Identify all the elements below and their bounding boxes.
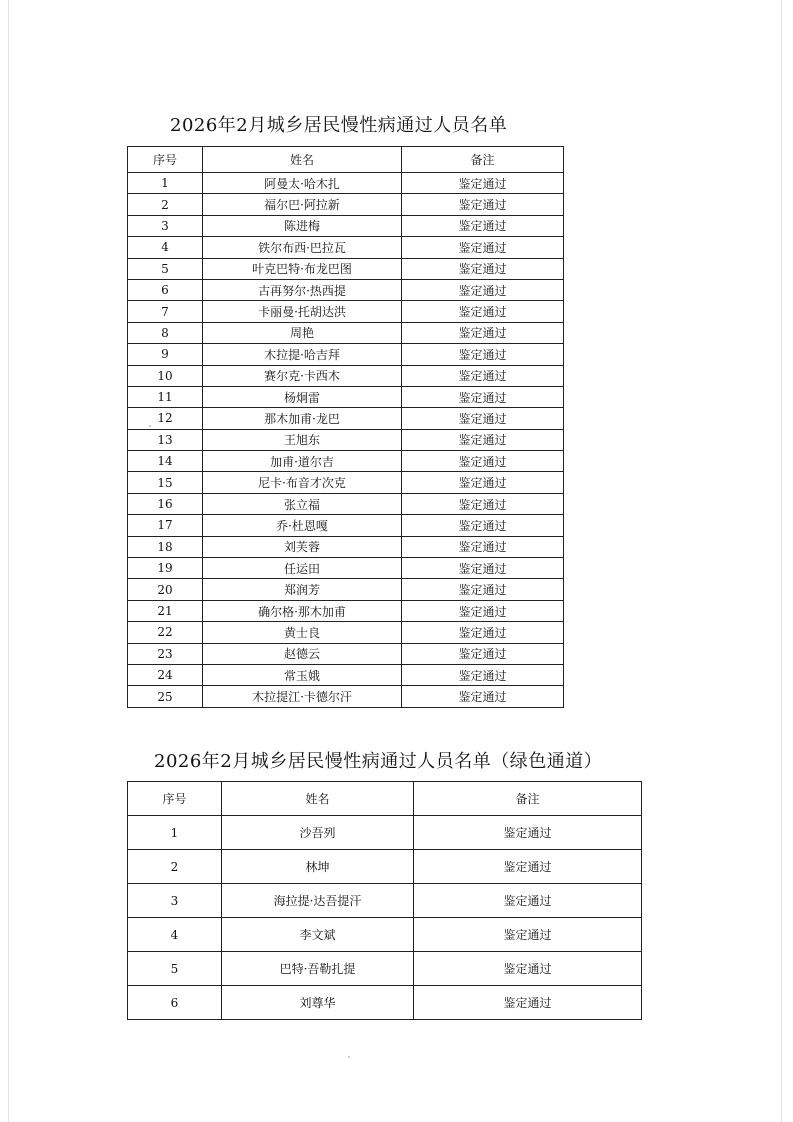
table-row (128, 816, 642, 850)
name-cell: 常玉娥 (203, 664, 402, 685)
name-cell: 海拉提·达吾提汗 (222, 884, 414, 918)
remark-cell: 鉴定通过 (414, 918, 642, 952)
scan-speck (348, 1056, 350, 1058)
remark-cell: 鉴定通过 (402, 600, 564, 621)
table-row (128, 493, 564, 514)
table-row (128, 258, 564, 279)
remark-cell: 鉴定通过 (402, 558, 564, 579)
seq-cell: 8 (128, 322, 203, 343)
seq-cell: 21 (128, 600, 203, 621)
table-row (128, 173, 564, 194)
remark-cell: 鉴定通过 (414, 986, 642, 1020)
name-cell: 陈进梅 (203, 215, 402, 236)
remark-cell: 鉴定通过 (402, 173, 564, 194)
table-row (128, 622, 564, 643)
table-row (128, 579, 564, 600)
seq-cell: 24 (128, 664, 203, 685)
seq-cell: 15 (128, 472, 203, 493)
table2-header-name: 姓名 (222, 782, 414, 816)
remark-cell: 鉴定通过 (402, 258, 564, 279)
name-cell: 赵德云 (203, 643, 402, 664)
table2-header-remark: 备注 (414, 782, 642, 816)
table-row (128, 322, 564, 343)
remark-cell: 鉴定通过 (402, 194, 564, 215)
table-row (128, 386, 564, 407)
name-cell: 郑润芳 (203, 579, 402, 600)
name-cell: 尼卡·布音才次克 (203, 472, 402, 493)
remark-cell: 鉴定通过 (402, 536, 564, 557)
table1-header-seq: 序号 (128, 147, 203, 173)
remark-cell: 鉴定通过 (402, 279, 564, 300)
remark-cell: 鉴定通过 (402, 408, 564, 429)
seq-cell: 14 (128, 451, 203, 472)
table-row (128, 344, 564, 365)
seq-cell: 13 (128, 429, 203, 450)
name-cell: 周艳 (203, 322, 402, 343)
remark-cell: 鉴定通过 (402, 301, 564, 322)
table-row (128, 536, 564, 557)
remark-cell: 鉴定通过 (402, 622, 564, 643)
name-cell: 任运田 (203, 558, 402, 579)
remark-cell: 鉴定通过 (402, 237, 564, 258)
name-cell: 林坤 (222, 850, 414, 884)
name-cell: 木拉提·哈吉拜 (203, 344, 402, 365)
table-row (128, 600, 564, 621)
table-row (128, 515, 564, 536)
table-row (128, 215, 564, 236)
seq-cell: 19 (128, 558, 203, 579)
table-row (128, 472, 564, 493)
seq-cell: 3 (128, 215, 203, 236)
name-cell: 刘尊华 (222, 986, 414, 1020)
table1-title: 2026年2月城乡居民慢性病通过人员名单 (170, 115, 508, 136)
name-cell: 黄士良 (203, 622, 402, 643)
name-cell: 乔·杜恩嘎 (203, 515, 402, 536)
name-cell: 福尔巴·阿拉新 (203, 194, 402, 215)
name-cell: 确尔格·那木加甫 (203, 600, 402, 621)
seq-cell: 7 (128, 301, 203, 322)
table-row (128, 952, 642, 986)
remark-cell: 鉴定通过 (402, 686, 564, 707)
table-row (128, 664, 564, 685)
table-row (128, 451, 564, 472)
seq-cell: 17 (128, 515, 203, 536)
table2-body (128, 816, 642, 1020)
seq-cell: 10 (128, 365, 203, 386)
name-cell: 加甫·道尔吉 (203, 451, 402, 472)
name-cell: 铁尔布西·巴拉瓦 (203, 237, 402, 258)
table-row (128, 408, 564, 429)
seq-cell: 6 (128, 986, 222, 1020)
table-row (128, 429, 564, 450)
seq-cell: 23 (128, 643, 203, 664)
remark-cell: 鉴定通过 (414, 816, 642, 850)
remark-cell: 鉴定通过 (402, 515, 564, 536)
remark-cell: 鉴定通过 (402, 429, 564, 450)
table1-header-name: 姓名 (203, 147, 402, 173)
remark-cell: 鉴定通过 (402, 643, 564, 664)
table1-body (128, 173, 564, 708)
name-cell: 李文斌 (222, 918, 414, 952)
remark-cell: 鉴定通过 (414, 850, 642, 884)
table1 (127, 146, 564, 708)
remark-cell: 鉴定通过 (402, 365, 564, 386)
table-row (128, 884, 642, 918)
scan-edge-right (781, 0, 782, 1122)
table-row (128, 301, 564, 322)
table-row (128, 194, 564, 215)
remark-cell: 鉴定通过 (402, 664, 564, 685)
scan-speck (149, 425, 151, 427)
seq-cell: 20 (128, 579, 203, 600)
table2-header-seq: 序号 (128, 782, 222, 816)
name-cell: 王旭东 (203, 429, 402, 450)
remark-cell: 鉴定通过 (402, 344, 564, 365)
table-row (128, 643, 564, 664)
table2-title: 2026年2月城乡居民慢性病通过人员名单（绿色通道） (154, 751, 603, 772)
name-cell: 刘芙蓉 (203, 536, 402, 557)
table-row (128, 686, 564, 707)
seq-cell: 5 (128, 258, 203, 279)
seq-cell: 2 (128, 194, 203, 215)
name-cell: 阿曼太·哈木扎 (203, 173, 402, 194)
seq-cell: 12 (128, 408, 203, 429)
table-row (128, 558, 564, 579)
table-row (128, 986, 642, 1020)
table1-header-row (128, 147, 564, 173)
seq-cell: 22 (128, 622, 203, 643)
seq-cell: 1 (128, 173, 203, 194)
seq-cell: 18 (128, 536, 203, 557)
remark-cell: 鉴定通过 (402, 493, 564, 514)
table2-header-row (128, 782, 642, 816)
seq-cell: 4 (128, 918, 222, 952)
name-cell: 木拉提江·卡德尔汗 (203, 686, 402, 707)
name-cell: 沙吾列 (222, 816, 414, 850)
seq-cell: 5 (128, 952, 222, 986)
remark-cell: 鉴定通过 (414, 884, 642, 918)
name-cell: 张立福 (203, 493, 402, 514)
name-cell: 杨炯雷 (203, 386, 402, 407)
table-row (128, 850, 642, 884)
seq-cell: 11 (128, 386, 203, 407)
remark-cell: 鉴定通过 (414, 952, 642, 986)
scan-edge-left (8, 0, 9, 1122)
seq-cell: 16 (128, 493, 203, 514)
remark-cell: 鉴定通过 (402, 579, 564, 600)
name-cell: 巴特·吾勒扎提 (222, 952, 414, 986)
name-cell: 古再努尔·热西提 (203, 279, 402, 300)
remark-cell: 鉴定通过 (402, 386, 564, 407)
seq-cell: 6 (128, 279, 203, 300)
table2 (127, 781, 642, 1020)
table1-header-remark: 备注 (402, 147, 564, 173)
remark-cell: 鉴定通过 (402, 215, 564, 236)
table-row (128, 918, 642, 952)
table-row (128, 279, 564, 300)
seq-cell: 3 (128, 884, 222, 918)
seq-cell: 9 (128, 344, 203, 365)
name-cell: 卡丽曼·托胡达洪 (203, 301, 402, 322)
seq-cell: 4 (128, 237, 203, 258)
name-cell: 赛尔克·卡西木 (203, 365, 402, 386)
remark-cell: 鉴定通过 (402, 322, 564, 343)
remark-cell: 鉴定通过 (402, 451, 564, 472)
name-cell: 叶克巴特·布龙巴图 (203, 258, 402, 279)
seq-cell: 1 (128, 816, 222, 850)
table-row (128, 365, 564, 386)
seq-cell: 2 (128, 850, 222, 884)
name-cell: 那木加甫·龙巴 (203, 408, 402, 429)
table-row (128, 237, 564, 258)
seq-cell: 25 (128, 686, 203, 707)
remark-cell: 鉴定通过 (402, 472, 564, 493)
